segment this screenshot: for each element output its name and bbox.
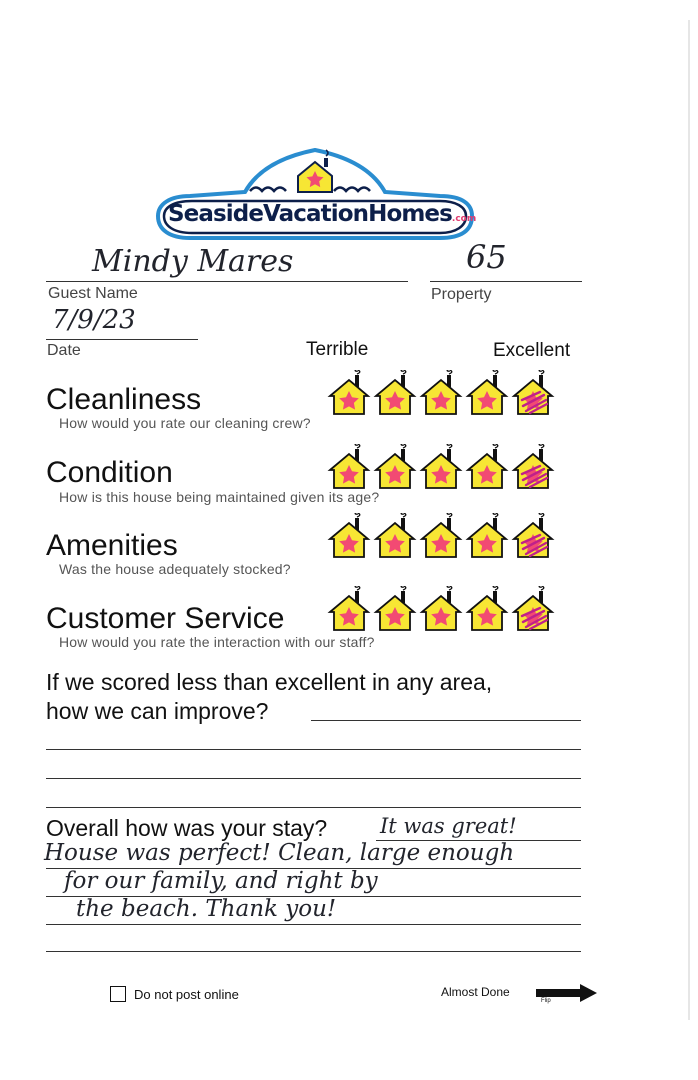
page-edge	[688, 20, 690, 1020]
house-with-star-icon[interactable]	[418, 586, 464, 632]
rating-title-amenities: Amenities	[46, 529, 178, 562]
house-with-star-icon[interactable]	[326, 370, 372, 416]
house-with-star-icon[interactable]	[372, 513, 418, 559]
improve-prompt-line2: how we can improve?	[46, 698, 269, 724]
brand-name-text: SeasideVacationHomes	[168, 201, 452, 227]
house-with-star-icon[interactable]	[326, 513, 372, 559]
improve-line-3	[46, 778, 581, 779]
scale-low-label: Terrible	[306, 339, 369, 360]
house-with-star-icon[interactable]	[464, 370, 510, 416]
house-with-star-icon[interactable]	[372, 586, 418, 632]
property-label: Property	[431, 286, 492, 303]
rating-question-amenities: Was the house adequately stocked?	[59, 561, 291, 577]
rating-question-cleanliness: How would you rate our cleaning crew?	[59, 415, 311, 431]
rating-question-condition: How is this house being maintained given its age?	[59, 489, 380, 505]
rating-stars-customer-service[interactable]	[326, 586, 566, 632]
guest-name-value: Mindy Mares	[92, 244, 294, 279]
overall-answer-line-4: the beach. Thank you!	[76, 896, 337, 922]
overall-line-5	[46, 951, 581, 952]
improve-prompt-line1: If we scored less than excellent in any area,	[46, 669, 493, 695]
house-with-star-icon[interactable]	[464, 444, 510, 490]
house-with-star-icon[interactable]	[418, 444, 464, 490]
house-with-star-icon[interactable]	[510, 444, 556, 490]
overall-answer-line-1: It was great!	[380, 814, 517, 838]
house-with-star-icon[interactable]	[418, 370, 464, 416]
house-with-star-icon[interactable]	[464, 513, 510, 559]
house-with-star-icon[interactable]	[510, 513, 556, 559]
house-with-star-icon[interactable]	[372, 370, 418, 416]
brand-logo	[150, 146, 480, 246]
house-with-star-icon[interactable]	[464, 586, 510, 632]
house-with-star-icon[interactable]	[326, 444, 372, 490]
rating-stars-cleanliness[interactable]	[326, 370, 566, 416]
property-value: 65	[466, 238, 507, 276]
rating-title-cleanliness: Cleanliness	[46, 383, 202, 416]
house-with-star-icon[interactable]	[510, 370, 556, 416]
scale-high-label: Excellent	[493, 340, 571, 361]
rating-title-customer-service: Customer Service	[46, 602, 285, 635]
guest-name-line	[46, 281, 408, 282]
improve-line-4	[46, 807, 581, 808]
guest-name-label: Guest Name	[48, 285, 138, 302]
property-line	[430, 281, 582, 282]
brand-suffix: .com	[451, 214, 477, 224]
improve-line-2	[46, 749, 581, 750]
date-line	[46, 339, 198, 340]
logo-badge-icon	[150, 146, 480, 246]
house-with-star-icon[interactable]	[372, 444, 418, 490]
overall-prompt: Overall how was your stay?	[46, 815, 328, 841]
overall-answer-line-2: House was perfect! Clean, large enough	[44, 840, 515, 866]
rating-question-customer-service: How would you rate the interaction with our staff?	[59, 634, 375, 650]
house-with-star-icon[interactable]	[510, 586, 556, 632]
flip-label: Flip	[541, 998, 551, 1004]
rating-stars-condition[interactable]	[326, 444, 566, 490]
overall-line-4	[46, 924, 581, 925]
rating-stars-amenities[interactable]	[326, 513, 566, 559]
house-with-star-icon[interactable]	[418, 513, 464, 559]
overall-answer-line-3: for our family, and right by	[64, 868, 378, 894]
house-with-star-icon[interactable]	[326, 586, 372, 632]
do-not-post-checkbox[interactable]	[110, 986, 126, 1002]
do-not-post-label: Do not post online	[134, 987, 239, 1002]
date-value: 7/9/23	[52, 305, 136, 335]
improve-line-1	[311, 720, 581, 721]
rating-title-condition: Condition	[46, 456, 173, 489]
almost-done-label: Almost Done	[441, 985, 510, 999]
brand-name	[168, 201, 477, 227]
date-label: Date	[47, 342, 81, 359]
